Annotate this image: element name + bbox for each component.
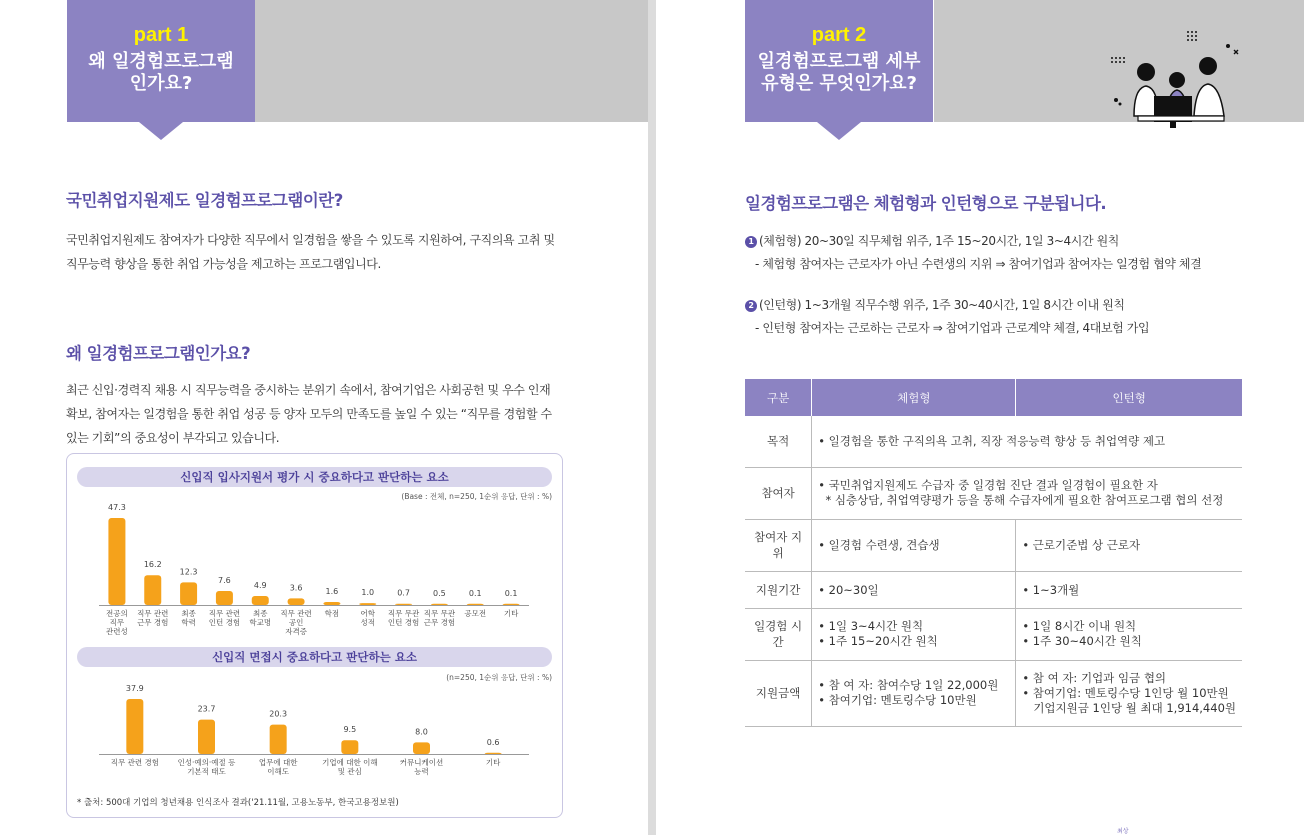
table-row-status [745,519,1242,571]
row-label: 지원기간 [745,571,812,608]
amount-line: • 참여기업: 멘토링수당 10만원 [818,693,977,707]
category-label: 직무 관련 경험 [110,758,159,767]
number-badge-1: 1 [745,236,757,248]
row-label: 참여자 지위 [745,519,812,571]
category-label: 기업에 대한 이해 및 관심 [322,758,378,776]
chart2-note: (n=250, 1순위 응답, 단위 : %) [446,673,552,682]
section2-heading: 왜 일경험프로그램인가요? [66,344,251,363]
category-label: 기타 [503,609,519,618]
category-label: 직무 관련 근무 경험 [137,609,169,627]
category-label: 어학 성적 [360,609,375,627]
part1-header-box [67,0,255,122]
amount-line: 기업지원금 1인당 월 최대 1,914,440원 [1022,700,1236,715]
value-label: 4.9 [253,580,267,590]
right-page [656,0,1304,835]
amount-line: • 참 여 자: 참여수당 1일 22,000원 [818,678,999,692]
amount-line: • 참 여 자: 기업과 임금 협의 [1022,670,1167,685]
category-label: 업무에 대한 이해도 [258,758,298,776]
participant-cell [812,467,1242,519]
category-label: 커뮤니케이션 능력 [399,758,444,776]
type-item-1-main: (체험형) 20~30일 직무체험 위주, 1주 15~20시간, 1일 3~4시간 원칙 [759,234,1119,248]
value-label: 23.7 [197,704,216,714]
part2-title: 일경험프로그램 세부 유형은 무엇인가요? [757,51,921,94]
bar [108,518,125,605]
chart1-note: (Base : 전체, n=250, 1순위 응답, 단위 : %) [401,492,552,501]
program-type-table [745,379,1242,727]
category-label: 학점 [324,609,340,618]
category-label: 직무 관련 공인 자격증 [280,609,312,636]
participant-note: * 심층상담, 취업역량평가 등을 통해 수급자에게 필요한 참여프로그램 협의 선정 [818,493,1224,507]
part1-label: part 1 [133,24,189,46]
page-gutter [648,0,656,835]
table-row-purpose [745,416,1242,467]
chart-source: * 출처: 500대 기업의 청년채용 인식조사 결과('21.11월, 고용노동부, 한국고용정보원) [77,798,399,808]
table-row-period [745,571,1242,608]
value-label: 16.2 [143,560,162,570]
type-item-2-main: (인턴형) 1~3개월 직무수행 위주, 1주 30~40시간, 1일 8시간 이내 원칙 [759,298,1125,312]
bar [341,740,358,754]
bar [252,596,269,605]
section2-line: 확보, 참여자는 일경험을 통한 취업 성공 등 양자 모두의 만족도를 높일 수 있는 “직무를 경험할 수 [66,407,552,421]
chart2-title: 신입직 면접시 중요하다고 판단하는 요소 [77,647,552,667]
people-at-computer-illustration [1108,20,1244,132]
bar [485,753,502,754]
value-label: 47.3 [108,502,126,512]
value-label: 1.0 [361,588,375,598]
bar [467,604,484,605]
table-header-row [745,379,1242,416]
value-label: 0.1 [504,588,518,598]
row-label: 참여자 [745,467,812,519]
category-label: 최종 학력 [181,609,196,627]
page-mark: 최상 [1117,828,1129,835]
bar [216,591,233,605]
category-label: 공모전 [464,609,487,618]
type-item-1-sub: - 체험형 참여자는 근로자가 아닌 수련생의 지위 ⇒ 참여기업과 참여자는 일경험 협약 체결 [755,257,1202,271]
section1-line: 직무능력 향상을 통한 취업 가능성을 제고하는 프로그램입니다. [66,257,381,271]
value-label: 0.1 [468,588,482,598]
status-intern: • 근로기준법 상 근로자 [1016,519,1242,571]
category-label: 최종 학교명 [249,609,272,627]
table-row-hours [745,608,1242,660]
category-label: 직무 관련 인턴 경험 [208,609,241,627]
bar [503,604,520,605]
part2-header-pointer [817,122,861,140]
bar [413,742,430,754]
hours-line: • 1일 3~4시간 원칙 [818,619,924,633]
number-badge-2: 2 [745,300,757,312]
amount-experience [812,660,1016,726]
section1-paragraph [66,228,555,276]
value-label: 1.6 [325,587,339,597]
value-label: 8.0 [415,727,428,737]
value-label: 0.5 [433,588,446,598]
part1-title: 왜 일경험프로그램 인가요? [88,51,234,94]
hours-line: • 1주 30~40시간 원칙 [1022,634,1142,648]
participant-line: • 국민취업지원제도 수급자 중 일경험 진단 결과 일경험이 필요한 자 [818,478,1158,492]
bar [395,604,412,605]
category-label: 직무 무관 인턴 경험 [387,609,420,627]
value-label: 3.6 [289,583,303,593]
value-label: 7.6 [218,576,231,586]
type-item-2-sub: - 인턴형 참여자는 근로하는 근로자 ⇒ 참여기업과 근로계약 체결, 4대보험 가입 [755,321,1150,335]
bar [323,602,340,605]
chart2-svg [67,669,562,799]
part1-header-pointer [139,122,183,140]
section2-line: 최근 신입·경력직 채용 시 직무능력을 중시하는 분위기 속에서, 참여기업은 사회공헌 및 우수 인재 [66,383,551,397]
value-label: 0.6 [486,737,500,747]
amount-line: • 참여기업: 멘토링수당 1인당 월 10만원 [1022,685,1229,700]
value-label: 9.5 [343,725,357,735]
row-label: 목적 [745,416,812,467]
header-gray-band [255,0,648,122]
row-label: 일경험 시간 [745,608,812,660]
bar [198,720,215,754]
period-intern: • 1~3개월 [1016,571,1242,608]
section2-line: 있는 기회”의 중요성이 부각되고 있습니다. [66,431,280,445]
value-label: 37.9 [125,684,144,694]
survey-chart-box [66,453,563,818]
chart1-svg [67,487,562,662]
bar [359,603,376,605]
left-page [0,0,648,835]
type-item-2 [745,296,1125,313]
table-header-experience: 체험형 [812,379,1016,416]
table-row-amount [745,660,1242,726]
type-item-1 [745,232,1119,249]
bar [431,604,448,605]
section1-heading: 국민취업지원제도 일경험프로그램이란? [66,191,343,210]
section2-paragraph [66,378,552,450]
bar [270,725,287,754]
value-label: 20.3 [269,709,288,719]
amount-intern [1016,660,1242,726]
part2-label: part 2 [811,24,867,46]
chart1-title: 신입직 입사지원서 평가 시 중요하다고 판단하는 요소 [77,467,552,487]
right-heading: 일경험프로그램은 체험형과 인턴형으로 구분됩니다. [745,194,1107,213]
hours-line: • 1주 15~20시간 원칙 [818,634,938,648]
value-label: 12.3 [179,567,198,577]
section1-line: 국민취업지원제도 참여자가 다양한 직무에서 일경험을 쌓을 수 있도록 지원하여, 구직의욕 고취 및 [66,233,555,247]
table-header-category: 구분 [745,379,812,416]
period-experience: • 20~30일 [812,571,1016,608]
bar [126,699,143,754]
value-label: 0.7 [397,588,410,598]
row-label: 지원금액 [745,660,812,726]
hours-intern [1016,608,1242,660]
status-experience: • 일경험 수련생, 견습생 [812,519,1016,571]
bar [180,582,197,605]
hours-experience [812,608,1016,660]
category-label: 기타 [485,758,501,767]
purpose-text: • 일경험을 통한 구직의욕 고취, 직장 적응능력 향상 등 취업역량 제고 [812,416,1242,467]
part2-header-box [745,0,933,122]
category-label: 직무 무관 근무 경험 [423,609,456,627]
table-row-participant [745,467,1242,519]
category-label: 전공의 직무 관련성 [106,609,128,636]
bar [288,598,305,605]
category-label: 인성·예의·예절 등 기본적 태도 [177,758,236,776]
bar [144,575,161,605]
table-header-intern: 인턴형 [1016,379,1242,416]
hours-line: • 1일 8시간 이내 원칙 [1022,619,1137,633]
